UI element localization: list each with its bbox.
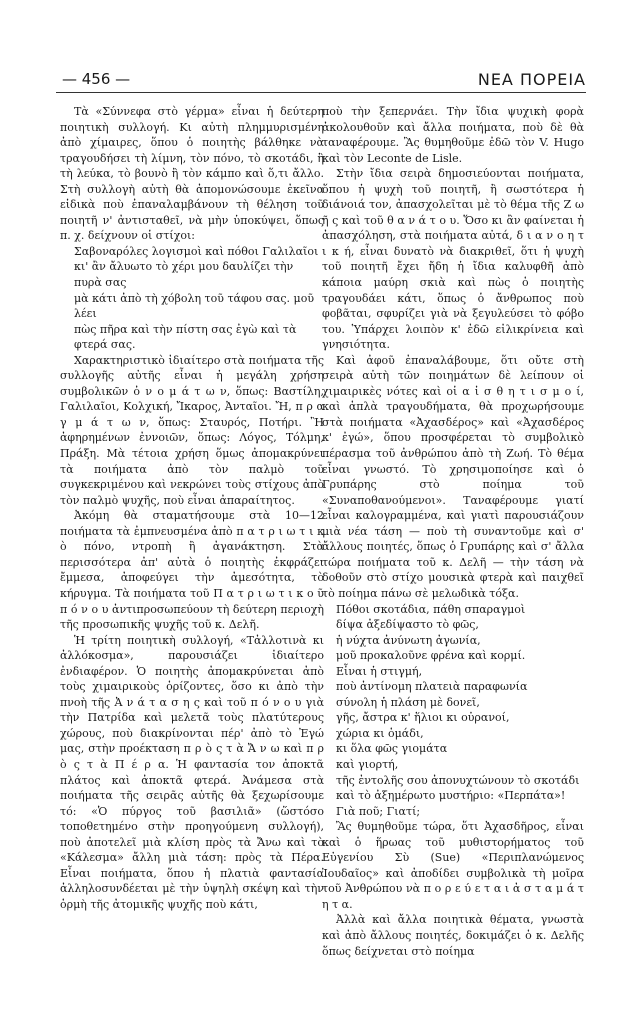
paragraph: Ἀλλὰ καὶ ἄλλα ποιητικὰ θέματα, γνωστὰ καὶ ἀπὸ ἄλλους ποιητές, δοκιμάζει ὁ κ. Δελῆς ὅπως δείχνεται στὸ ποίημα bbox=[322, 913, 584, 958]
paragraph: Ἡ τρίτη ποιητικὴ συλλογή, «Τἀλλοτινὰ κι ἀλλόκοσμα», παρουσιάζει ἰδιαίτερο ἐνδιαφέρον. Ὁ ποιητὴς ἀπομακρύνεται ἀπὸ τοὺς χιμαιρικοὺς ὁρίζοντες, ὅσο κι ἀπὸ τὴν πνοὴ τῆς Ἀ ν ά τ α σ η ς καὶ τοῦ π ό ν ο υ γιὰ τὴν Πατρίδα καὶ μελετᾶ τοὺς πλατύτερους χώρους, ποὺ διακρίνονται πέρ' ἀπὸ τὸ Ἐγώ μας, στὴν προέκταση π ρ ὸ ς τ ὰ Ἄ ν ω καὶ π ρ ὸ ς τ ὰ Π έ ρ α. Ἡ φαντασία τον ἀποκτᾶ πλάτος καὶ ἀποκτᾶ φτερά. Ἀνάμεσα στὰ ποιήματα τῆς σειρᾶς αὐτῆς θὰ ξεχωρίσουμε τό: «Ὁ πύργος τοῦ βασιλιᾶ» (ὥστόσο τοποθετημένο στὴν προηγούμενη συλλογή), ποὺ ἀποτελεῖ μιὰ κλίση πρὸς τὰ Ἄνω καὶ τὸ «Κάλεσμα» ἄλλη μιὰ τάση: πρὸς τὰ Πέρα. Εἶναι ποιήματα, ὅπου ἡ πλατιὰ φαντασία ἀλληλοσυνδέεται μὲ τὴν ὑψηλὴ σκέψη καὶ τὴν ὁρμὴ τῆς ἀτομικῆς ψυχῆς ποὺ κάτι, bbox=[60, 633, 324, 911]
verse-line: Γιὰ ποῦ; Γιατί; bbox=[336, 804, 421, 818]
page-header bbox=[52, 70, 586, 92]
paragraph: Ἂς θυμηθοῦμε τώρα, ὅτι Ἀχασδῆρος, εἶναι καὶ ὁ ἥρωας τοῦ μυθιστορήματος τοῦ Εὐγενίου Σὺ (Sue) «Περιπλανώμενος Ἰουδαῖος» καὶ ἀποδίδει συμβολικὰ τὴ μοῖρα τοῦ Ἀνθρώπου νὰ π ο ρ ε ύ ε τ α ι ἀ σ τ α μ ά τ η τ α. bbox=[322, 820, 584, 911]
verse-line: γῆς, ἄστρα κ' ἥλιοι κι οὐρανοί, bbox=[336, 711, 510, 725]
left-column bbox=[60, 104, 324, 912]
verse-line: χώρια κι ὁμάδι, bbox=[336, 726, 424, 740]
verse-line: Εἶναι ἡ στιγμή, bbox=[336, 664, 423, 678]
paragraph: Χαρακτηριστικὸ ἰδιαίτερο στὰ ποιήματα τῆς συλλογῆς αὐτῆς εἶναι ἡ μεγάλη χρήση συμβολικῶν ὀ ν ο μ ά τ ω ν, ὅπως: Βαστίλη, Γαλιλαῖοι, Κολχική, Ἴκαρος, Ἀνταῖοι. Ἤ, π ρ α γ μ ά τ ω ν, ὅπως: Σταυρός, Ποτήρι. Ἢ ἀφηρημένων ἐννοιῶν, ὅπως: Λόγος, Τόλμη, Πράξη. Μὰ τέτοια χρήση ὅμως ἀπομακρύνει τὰ ποιήματα ἀπὸ τὸν παλμὸ τοῦ συγκεκριμένου καὶ νεκρώνει τοὺς στίχους ἀπὸ τὸν παλμὸ ψυχῆς, ποὺ εἶναι ἀπαραίτητος. bbox=[60, 353, 324, 507]
verse-line: Σαβοναρόλες λογισμοὶ καὶ πόθοι Γαλιλαῖοι bbox=[74, 244, 319, 258]
header-rule bbox=[56, 92, 586, 93]
verse-line: καὶ γιορτή, bbox=[336, 757, 399, 771]
verse-line: κι ὅλα φῶς γιομάτα bbox=[336, 742, 448, 756]
verse-line: μοῦ προκαλοῦνε φρένα καὶ κορμί. bbox=[336, 649, 526, 663]
verse-line: δίψα ἀξεδίψαστο τὸ φῶς, bbox=[336, 618, 479, 632]
paragraph: Καὶ ἀφοῦ ἐπαναλάβουμε, ὅτι οὔτε στὴ σειρὰ αὐτὴ τῶν ποιημάτων δὲ λείπουν οἱ χιμαιρικὲς νότες καὶ οἱ α ἰ σ θ η τ ι σ μ ο ί, καὶ ἁπλὰ τραγουδήματα, θὰ προχωρήσουμε στὰ ποιήματα «Ἀχασδέρος» καὶ «Ἀχασδέρος κ' ἐγώ», ὅπου προσφέρεται τὸ συμβολικὸ πέρασμα τοῦ ἀνθρώπου ἀπὸ τὴ Ζωή. Τὸ θέμα εἶναι γνωστό. Τὸ χρησιμοποίησε καὶ ὁ Γρυπάρης στὸ ποίημα τοῦ «Συναποθανούμενοι». Ταναφέρουμε γιατί εἶναι καλογραμμένα, καὶ γιατὶ παρουσιάζουν μιὰ νέα τάση — ποὺ τὴ συναντοῦμε καὶ σ' ἄλλους ποιητές, ὅπως ὁ Γρυπάρης καὶ σ' ἄλλα τώρα ποιήματα τοῦ κ. Δελῆ — τὴν τάση νὰ δοθοῦν στὸ στίχο μουσικὰ φτερὰ καὶ παιχθεῖ τὸ ποίημα πάνω σὲ μελωδικὰ τόξα. bbox=[322, 353, 584, 600]
verse-line: ποὺ ἀντίνομη πλατειὰ παραφωνία bbox=[336, 680, 528, 694]
verse-line: μὰ κάτι ἀπὸ τὴ χόβολη τοῦ τάφου σας. μοῦ λέει bbox=[74, 291, 315, 321]
verse-line: κι' ἂν ἄλυωτο τὸ χέρι μου δαυλίζει τὴν πυρὰ σας bbox=[74, 260, 294, 290]
paragraph: Στὴν ἴδια σειρὰ δημοσιεύονται ποιήματα, ὅπου ἡ ψυχὴ τοῦ ποιητῆ, ἢ σωστότερα ἡ διάνοιά τον, ἀπασχολεῖται μὲ τὸ θέμα τῆς Ζ ω ῆ ς καὶ τοῦ θ α ν ά τ ο υ. Ὅσο κι ἂν φαίνεται ἡ ἀπασχόληση, στὰ ποιήματα αὐτά, δ ι α ν ο η τ ι κ ή, εἶναι δυνατὸ νὰ διακριθεῖ, ὅτι ἡ ψυχὴ τοῦ ποιητῆ ἔχει ἤδη ἡ ἴδια καλυφθῆ ἀπὸ κάποια μαύρη σκιὰ καὶ πὼς ὁ ποιητὴς τραγουδάει κάτι, ὅπως ὁ ἄνθρωπος ποὺ φοβᾶται, σφυρίζει γιὰ νὰ ξεγυλεύσει τὸ φόβο του. Ὑπάρχει λοιπὸν κ' ἐδῶ εἰλικρίνεια καὶ γνησιότητα. bbox=[322, 167, 584, 352]
paragraph: Ἀκόμη θὰ σταματήσουμε στὰ 10—12 ποιήματα τὰ ἐμπνευσμένα ἀπὸ π α τ ρ ι ω τ ι κ ὸ πόνο, ντροπὴ ἢ ἀγανάκτηση. Στὰ περισσότερα ἀπ' αὐτὰ ὁ ποιητὴς ἐκφράζει ἔμμεσα, ἀποφεύγει τὴν ἀμεσότητα, τὸ κήρυγμα. Τὰ ποιήματα τοῦ Π α τ ρ ι ω τ ι κ ο ῦ π ό ν ο υ ἀντιπροσωπεύουν τὴ δεύτερη περιοχὴ τῆς προσωπικῆς ψυχῆς τοῦ κ. Δελῆ. bbox=[60, 509, 324, 632]
right-column bbox=[322, 104, 584, 959]
verse-line: πὼς πῆρα καὶ τὴν πίστη σας ἐγὼ καὶ τὰ φτερά σας. bbox=[74, 322, 297, 352]
journal-title: ΝΕΑ ΠΟΡΕΙΑ bbox=[477, 70, 586, 89]
paragraph: ποὺ τὴν ξεπερνάει. Τὴν ἴδια ψυχικὴ φορὰ ἀκολουθοῦν καὶ ἄλλα ποιήματα, ποὺ δὲ θὰ ταναφέρουμε. Ἂς θυμηθοῦμε ἐδῶ τὸν V. Hugo καὶ τὸν Leconte de Lisle. bbox=[322, 105, 584, 165]
verse-line: σύνολη ἡ πλάση μὲ δονεῖ, bbox=[336, 695, 480, 709]
verse-line: τῆς ἐντολῆς σου ἀπονυχτώνουν τὸ σκοτάδι bbox=[336, 773, 580, 787]
paragraph: Τὰ «Σύννεφα στὸ γέρμα» εἶναι ἡ δεύτερη ποιητικὴ συλλογή. Κι αὐτὴ πλημμυρισμένη ἀπὸ χίμαιρες, ὅπου ὁ ποιητὴς βάλθηκε νὰ τραγουδήσει τὴ λίμνη, τὸν πόνο, τὸ σκοτάδι, ἣ τὴ λεύκα, τὸ βουνὸ ἢ τὸν κάμπο καὶ ὅ,τι ἄλλο. Στὴ συλλογὴ αὐτὴ θὰ ἀπομονώσουμε ἐκεῖνα εἰδικὰ ποὺ ἐπαναλαμβάνουν τὴ θέληση τοῦ ποιητῆ ν' ἀντισταθεῖ, νὰ μὴν ὑποκύψει, ὅπως π. χ. δείχνουν οἱ στίχοι: bbox=[60, 105, 324, 243]
verse-line: Πόθοι σκοτάδια, πάθη σπαραγμοὶ bbox=[336, 602, 526, 616]
verse-line: ἡ νύχτα ἀνύνωτη ἀγωνία, bbox=[336, 633, 481, 647]
page-number: — 456 — bbox=[62, 70, 131, 88]
verse-line: καὶ τὸ ἀξημέρωτο μυστήριο: «Περπάτα»! bbox=[336, 789, 566, 803]
